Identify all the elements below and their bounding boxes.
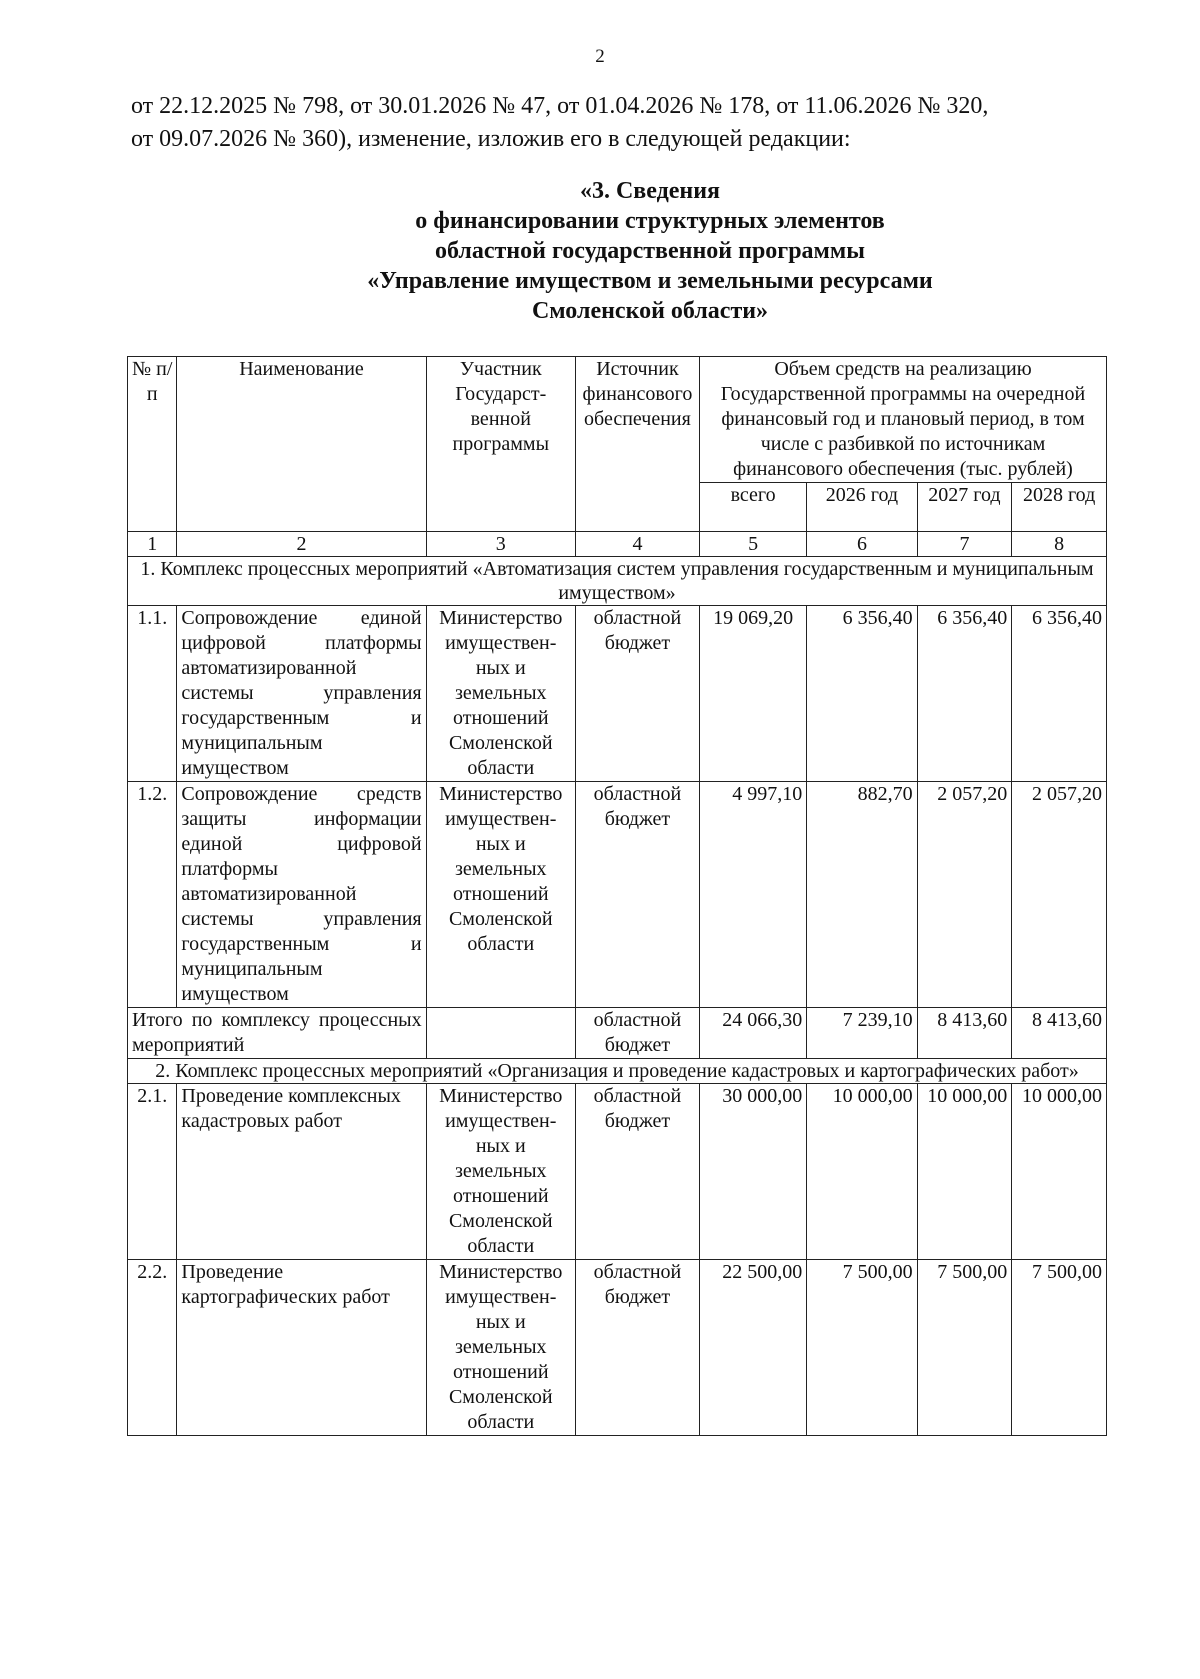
column-number: 4 — [575, 532, 699, 557]
row-name: Сопровождение единой цифровой платформы автоматизированной системы управления государственным и муниципальным имуществом — [177, 606, 426, 782]
header-participant: Участник Государст-венной программы — [426, 357, 575, 532]
table-row — [128, 606, 1107, 782]
row-total: 22 500,00 — [699, 1260, 806, 1436]
column-number: 8 — [1012, 532, 1107, 557]
row-source: областной бюджет — [575, 1260, 699, 1436]
header-source: Источник финансового обеспечения — [575, 357, 699, 532]
title-line: Смоленской области» — [531, 298, 769, 324]
header-total: всего — [699, 483, 806, 532]
row-source: областной бюджет — [575, 1084, 699, 1260]
header-2026: 2026 год — [807, 483, 917, 532]
section-title — [150, 176, 1150, 326]
table-row — [128, 1084, 1107, 1260]
row-name: Проведение комплексных кадастровых работ — [177, 1084, 426, 1260]
intro-line-1: от 22.12.2025 № 798, от 30.01.2026 № 47, от 01.04.2026 № 178, от 11.06.2026 № 320, — [131, 93, 989, 119]
row-2026: 6 356,40 — [807, 606, 917, 782]
row-2027: 10 000,00 — [917, 1084, 1012, 1260]
total-participant-empty — [426, 1008, 575, 1059]
column-number: 3 — [426, 532, 575, 557]
title-line: «3. Сведения — [579, 178, 721, 204]
column-number: 6 — [807, 532, 917, 557]
row-name: Сопровождение средств защиты информации единой цифровой платформы автоматизированной системы управления государственным и муниципальным имуществом — [177, 782, 426, 1008]
row-total: 4 997,10 — [699, 782, 806, 1008]
column-number: 7 — [917, 532, 1012, 557]
total-sum: 24 066,30 — [699, 1008, 806, 1059]
title-line: областной государственной программы — [435, 238, 865, 264]
row-2028: 7 500,00 — [1012, 1260, 1107, 1436]
total-row — [128, 1008, 1107, 1059]
row-2027: 7 500,00 — [917, 1260, 1012, 1436]
financing-table — [127, 356, 1107, 1436]
row-name: Проведение картографических работ — [177, 1260, 426, 1436]
section-row — [128, 1059, 1107, 1084]
intro-line-2: от 09.07.2026 № 360), изменение, изложив его в следующей редакции: — [131, 126, 851, 152]
row-2026: 882,70 — [807, 782, 917, 1008]
row-num: 1.2. — [128, 782, 177, 1008]
column-number: 5 — [699, 532, 806, 557]
row-2028: 6 356,40 — [1012, 606, 1107, 782]
row-participant: Министерство имуществен-ных и земельных отношений Смоленской области — [426, 1084, 575, 1260]
row-total: 30 000,00 — [699, 1084, 806, 1260]
total-2028: 8 413,60 — [1012, 1008, 1107, 1059]
row-participant: Министерство имуществен-ных и земельных отношений Смоленской области — [426, 782, 575, 1008]
section-2-title: 2. Комплекс процессных мероприятий «Организация и проведение кадастровых и картографических работ» — [128, 1059, 1107, 1084]
header-volume: Объем средств на реализацию Государственной программы на очередной финансовый год и плановый период, в том числе с разбивкой по источникам финансового обеспечения (тыс. рублей) — [699, 357, 1106, 483]
table-row — [128, 782, 1107, 1008]
intro-paragraph — [131, 90, 1121, 156]
section-1-title: 1. Комплекс процессных мероприятий «Автоматизация систем управления государственным и муниципальным имуществом» — [128, 557, 1107, 606]
row-2027: 2 057,20 — [917, 782, 1012, 1008]
section-row — [128, 557, 1107, 606]
header-2028: 2028 год — [1012, 483, 1107, 532]
table-row — [128, 1260, 1107, 1436]
column-numbers-row — [128, 532, 1107, 557]
total-label: Итого по комплексу процессных мероприятий — [128, 1008, 427, 1059]
total-source: областной бюджет — [575, 1008, 699, 1059]
title-line: о финансировании структурных элементов — [415, 208, 885, 234]
row-participant: Министерство имуществен-ных и земельных отношений Смоленской области — [426, 606, 575, 782]
row-total: 19 069,20 — [699, 606, 806, 782]
row-source: областной бюджет — [575, 782, 699, 1008]
row-2028: 2 057,20 — [1012, 782, 1107, 1008]
row-2026: 7 500,00 — [807, 1260, 917, 1436]
row-num: 2.2. — [128, 1260, 177, 1436]
row-num: 2.1. — [128, 1084, 177, 1260]
row-num: 1.1. — [128, 606, 177, 782]
row-source: областной бюджет — [575, 606, 699, 782]
row-2028: 10 000,00 — [1012, 1084, 1107, 1260]
total-2026: 7 239,10 — [807, 1008, 917, 1059]
title-line: «Управление имуществом и земельными ресурсами — [367, 268, 933, 294]
page-number: 2 — [595, 46, 605, 67]
column-number: 1 — [128, 532, 177, 557]
header-num: № п/п — [128, 357, 177, 532]
total-2027: 8 413,60 — [917, 1008, 1012, 1059]
row-2027: 6 356,40 — [917, 606, 1012, 782]
row-2026: 10 000,00 — [807, 1084, 917, 1260]
header-name: Наименование — [177, 357, 426, 532]
column-number: 2 — [177, 532, 426, 557]
row-participant: Министерство имуществен-ных и земельных отношений Смоленской области — [426, 1260, 575, 1436]
header-2027: 2027 год — [917, 483, 1012, 532]
